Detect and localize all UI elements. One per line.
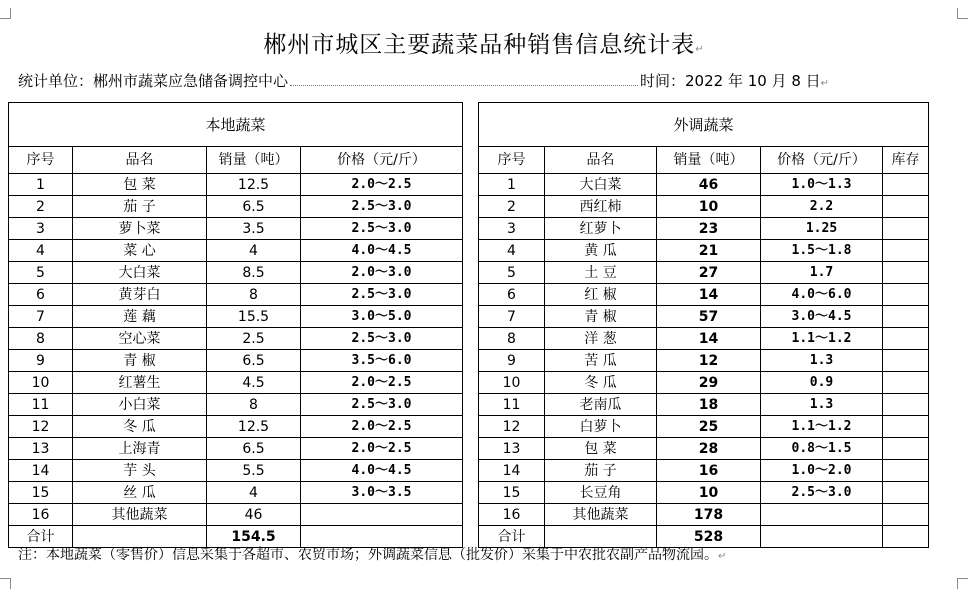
table-row [9, 328, 929, 350]
local-price-cell: 4.0～4.5 [301, 240, 463, 262]
local-qty-cell: 8 [207, 394, 301, 416]
header-local-no: 序号 [9, 147, 73, 174]
date-label: 时间：2022 年 10 月 8 日 [640, 72, 821, 90]
local-name-cell: 菜 心 [73, 240, 207, 262]
local-name-cell: 冬 瓜 [73, 416, 207, 438]
imported-price-cell: 0.9 [761, 372, 883, 394]
local-no-cell: 4 [9, 240, 73, 262]
imported-stock-cell [883, 328, 929, 350]
imported-price-cell: 1.7 [761, 262, 883, 284]
imported-price-cell: 1.3 [761, 394, 883, 416]
table-row [9, 394, 929, 416]
local-name-cell: 萝卜菜 [73, 218, 207, 240]
local-name-cell: 空心菜 [73, 328, 207, 350]
local-price-cell: 2.0～2.5 [301, 416, 463, 438]
imported-qty-cell: 10 [657, 482, 761, 504]
imported-stock-cell [883, 284, 929, 306]
total-imported-price-cell [761, 526, 883, 548]
imported-no-cell: 13 [479, 438, 545, 460]
column-gap [463, 174, 479, 196]
imported-qty-cell: 16 [657, 460, 761, 482]
local-price-cell: 2.0～2.5 [301, 174, 463, 196]
column-gap [463, 262, 479, 284]
imported-qty-cell: 14 [657, 328, 761, 350]
imported-name-cell: 土 豆 [545, 262, 657, 284]
local-name-cell: 茄 子 [73, 196, 207, 218]
column-gap [463, 372, 479, 394]
table-row [9, 306, 929, 328]
local-no-cell: 15 [9, 482, 73, 504]
imported-price-cell: 1.5～1.8 [761, 240, 883, 262]
meta-line [18, 70, 938, 91]
local-qty-cell: 4 [207, 240, 301, 262]
imported-price-cell: 1.3 [761, 350, 883, 372]
unit-label: 统计单位：郴州市蔬菜应急储备调控中心 [18, 72, 289, 90]
page-corner-mark [957, 578, 968, 589]
column-gap [463, 482, 479, 504]
local-qty-cell: 8 [207, 284, 301, 306]
local-no-cell: 2 [9, 196, 73, 218]
page-corner-mark [0, 8, 11, 19]
imported-no-cell: 5 [479, 262, 545, 284]
imported-stock-cell [883, 262, 929, 284]
imported-price-cell: 3.0～4.5 [761, 306, 883, 328]
imported-name-cell: 青 椒 [545, 306, 657, 328]
local-name-cell: 青 椒 [73, 350, 207, 372]
local-price-cell: 2.0～2.5 [301, 372, 463, 394]
imported-qty-cell: 23 [657, 218, 761, 240]
page-corner-mark [957, 8, 968, 19]
section-local: 本地蔬菜 [9, 103, 463, 147]
imported-price-cell: 4.0～6.0 [761, 284, 883, 306]
local-qty-cell: 6.5 [207, 350, 301, 372]
imported-no-cell: 7 [479, 306, 545, 328]
local-qty-cell: 12.5 [207, 416, 301, 438]
imported-stock-cell [883, 482, 929, 504]
title-text: 郴州市城区主要蔬菜品种销售信息统计表 [263, 32, 696, 58]
local-qty-cell: 8.5 [207, 262, 301, 284]
table-row [9, 438, 929, 460]
total-imported-stock-cell [883, 526, 929, 548]
local-name-cell: 黄芽白 [73, 284, 207, 306]
column-gap [463, 284, 479, 306]
paragraph-mark: ↵ [718, 551, 727, 562]
header-local-name: 品名 [73, 147, 207, 174]
imported-name-cell: 冬 瓜 [545, 372, 657, 394]
imported-qty-cell: 178 [657, 504, 761, 526]
local-no-cell: 5 [9, 262, 73, 284]
imported-name-cell: 其他蔬菜 [545, 504, 657, 526]
column-gap [463, 460, 479, 482]
local-price-cell: 2.5～3.0 [301, 284, 463, 306]
imported-stock-cell [883, 306, 929, 328]
footnote [18, 544, 726, 564]
table-row [9, 482, 929, 504]
local-no-cell: 12 [9, 416, 73, 438]
local-price-cell: 2.0～2.5 [301, 438, 463, 460]
header-imported-qty: 销量（吨） [657, 147, 761, 174]
local-no-cell: 7 [9, 306, 73, 328]
header-local-qty: 销量（吨） [207, 147, 301, 174]
imported-qty-cell: 25 [657, 416, 761, 438]
column-gap [463, 306, 479, 328]
imported-qty-cell: 12 [657, 350, 761, 372]
total-imported-qty: 528 [657, 526, 761, 548]
imported-stock-cell [883, 174, 929, 196]
footnote-text: 注：本地蔬菜（零售价）信息采集于各超市、农贸市场；外调蔬菜信息（批发价）采集于中农批农副产品物流园。 [18, 547, 718, 563]
imported-price-cell: 1.0～2.0 [761, 460, 883, 482]
imported-price-cell: 1.1～1.2 [761, 328, 883, 350]
local-name-cell: 其他蔬菜 [73, 504, 207, 526]
vegetable-sales-table [8, 102, 929, 548]
imported-name-cell: 红萝卜 [545, 218, 657, 240]
imported-stock-cell [883, 240, 929, 262]
local-price-cell: 2.5～3.0 [301, 328, 463, 350]
imported-stock-cell [883, 394, 929, 416]
imported-name-cell: 大白菜 [545, 174, 657, 196]
local-no-cell: 11 [9, 394, 73, 416]
imported-no-cell: 2 [479, 196, 545, 218]
imported-price-cell: 2.2 [761, 196, 883, 218]
local-name-cell: 大白菜 [73, 262, 207, 284]
paragraph-mark: ↵ [820, 78, 830, 89]
local-name-cell: 芋 头 [73, 460, 207, 482]
local-name-cell: 包 菜 [73, 174, 207, 196]
imported-stock-cell [883, 350, 929, 372]
local-qty-cell: 5.5 [207, 460, 301, 482]
local-no-cell: 13 [9, 438, 73, 460]
local-no-cell: 10 [9, 372, 73, 394]
local-qty-cell: 4.5 [207, 372, 301, 394]
document-title [0, 26, 968, 59]
local-qty-cell: 12.5 [207, 174, 301, 196]
imported-no-cell: 14 [479, 460, 545, 482]
imported-name-cell: 洋 葱 [545, 328, 657, 350]
imported-no-cell: 3 [479, 218, 545, 240]
imported-no-cell: 8 [479, 328, 545, 350]
imported-price-cell: 1.25 [761, 218, 883, 240]
table-row [9, 240, 929, 262]
imported-no-cell: 12 [479, 416, 545, 438]
imported-no-cell: 1 [479, 174, 545, 196]
imported-no-cell: 6 [479, 284, 545, 306]
table-row [9, 504, 929, 526]
local-no-cell: 8 [9, 328, 73, 350]
table-row [9, 284, 929, 306]
imported-qty-cell: 46 [657, 174, 761, 196]
imported-no-cell: 15 [479, 482, 545, 504]
header-local-price: 价格（元/斤） [301, 147, 463, 174]
column-gap [463, 240, 479, 262]
imported-stock-cell [883, 438, 929, 460]
imported-name-cell: 长豆角 [545, 482, 657, 504]
column-header-row [9, 147, 929, 174]
table-row [9, 460, 929, 482]
local-price-cell: 3.0～5.0 [301, 306, 463, 328]
total-local-qty: 154.5 [207, 526, 301, 548]
imported-stock-cell [883, 504, 929, 526]
imported-no-cell: 11 [479, 394, 545, 416]
column-gap [463, 196, 479, 218]
table-row [9, 174, 929, 196]
local-no-cell: 6 [9, 284, 73, 306]
local-price-cell: 2.5～3.0 [301, 196, 463, 218]
local-no-cell: 9 [9, 350, 73, 372]
header-imported-name: 品名 [545, 147, 657, 174]
table-row [9, 196, 929, 218]
paragraph-mark: ↵ [695, 44, 705, 55]
section-imported: 外调蔬菜 [479, 103, 929, 147]
imported-name-cell: 老南瓜 [545, 394, 657, 416]
imported-no-cell: 16 [479, 504, 545, 526]
section-header-row [9, 103, 929, 147]
column-gap [463, 218, 479, 240]
column-gap [463, 438, 479, 460]
local-price-cell: 4.0～4.5 [301, 460, 463, 482]
local-name-cell: 丝 瓜 [73, 482, 207, 504]
imported-qty-cell: 27 [657, 262, 761, 284]
local-no-cell: 16 [9, 504, 73, 526]
column-gap [463, 328, 479, 350]
imported-price-cell [761, 504, 883, 526]
table-row [9, 372, 929, 394]
local-qty-cell: 6.5 [207, 196, 301, 218]
imported-name-cell: 包 菜 [545, 438, 657, 460]
imported-no-cell: 9 [479, 350, 545, 372]
local-name-cell: 小白菜 [73, 394, 207, 416]
total-label: 合计 [479, 526, 545, 548]
local-qty-cell: 46 [207, 504, 301, 526]
total-label: 合计 [9, 526, 73, 548]
local-name-cell: 莲 藕 [73, 306, 207, 328]
imported-qty-cell: 29 [657, 372, 761, 394]
header-imported-stock: 库存 [883, 147, 929, 174]
local-price-cell: 2.0～3.0 [301, 262, 463, 284]
imported-stock-cell [883, 196, 929, 218]
imported-stock-cell [883, 416, 929, 438]
page-corner-mark [0, 578, 11, 589]
imported-no-cell: 4 [479, 240, 545, 262]
local-qty-cell: 6.5 [207, 438, 301, 460]
column-gap [463, 504, 479, 526]
local-qty-cell: 15.5 [207, 306, 301, 328]
imported-stock-cell [883, 372, 929, 394]
local-name-cell: 上海青 [73, 438, 207, 460]
imported-name-cell: 黄 瓜 [545, 240, 657, 262]
imported-qty-cell: 57 [657, 306, 761, 328]
local-no-cell: 3 [9, 218, 73, 240]
imported-qty-cell: 14 [657, 284, 761, 306]
local-price-cell: 3.5～6.0 [301, 350, 463, 372]
column-gap [463, 394, 479, 416]
leader-dots [290, 73, 638, 86]
imported-qty-cell: 28 [657, 438, 761, 460]
column-gap [463, 103, 479, 147]
imported-price-cell: 0.8～1.5 [761, 438, 883, 460]
imported-price-cell: 1.0～1.3 [761, 174, 883, 196]
imported-price-cell: 1.1～1.2 [761, 416, 883, 438]
header-imported-price: 价格（元/斤） [761, 147, 883, 174]
column-gap [463, 147, 479, 174]
column-gap [463, 416, 479, 438]
imported-no-cell: 10 [479, 372, 545, 394]
imported-name-cell: 茄 子 [545, 460, 657, 482]
local-price-cell: 2.5～3.0 [301, 218, 463, 240]
local-no-cell: 14 [9, 460, 73, 482]
table-row [9, 350, 929, 372]
header-imported-no: 序号 [479, 147, 545, 174]
imported-stock-cell [883, 218, 929, 240]
imported-name-cell: 白萝卜 [545, 416, 657, 438]
table-row [9, 262, 929, 284]
local-price-cell: 3.0～3.5 [301, 482, 463, 504]
imported-name-cell: 西红柿 [545, 196, 657, 218]
local-no-cell: 1 [9, 174, 73, 196]
column-gap [463, 350, 479, 372]
imported-price-cell: 2.5～3.0 [761, 482, 883, 504]
local-price-cell: 2.5～3.0 [301, 394, 463, 416]
table-row [9, 416, 929, 438]
local-price-cell [301, 504, 463, 526]
imported-qty-cell: 21 [657, 240, 761, 262]
table-row [9, 218, 929, 240]
local-qty-cell: 2.5 [207, 328, 301, 350]
imported-name-cell: 苦 瓜 [545, 350, 657, 372]
imported-name-cell: 红 椒 [545, 284, 657, 306]
imported-stock-cell [883, 460, 929, 482]
imported-qty-cell: 10 [657, 196, 761, 218]
local-name-cell: 红薯生 [73, 372, 207, 394]
local-qty-cell: 4 [207, 482, 301, 504]
imported-qty-cell: 18 [657, 394, 761, 416]
local-qty-cell: 3.5 [207, 218, 301, 240]
